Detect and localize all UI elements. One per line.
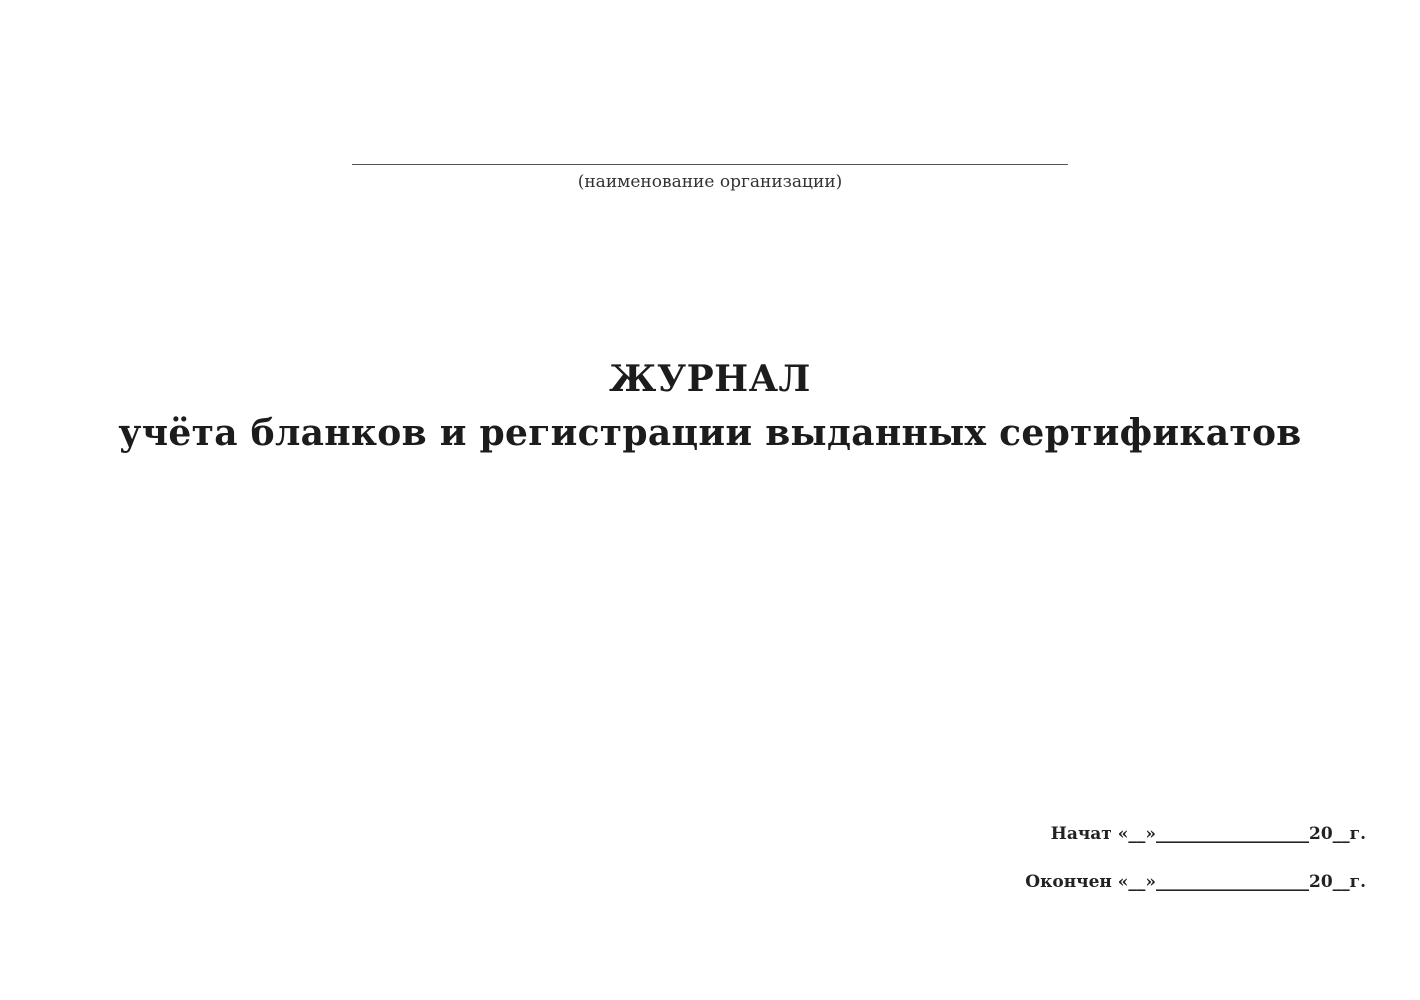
organization-name-line [352,164,1068,165]
title-block [0,352,1420,460]
journal-subtitle: учёта бланков и регистрации выданных сертификатов [118,412,1302,454]
dates-block [1025,822,1366,918]
finished-date-line: Окончен «__»__________________20__г. [1025,872,1366,892]
started-date-line: Начат «__»__________________20__г. [1050,824,1366,844]
journal-title: ЖУРНАЛ [609,358,811,400]
organization-caption: (наименование организации) [577,172,843,192]
